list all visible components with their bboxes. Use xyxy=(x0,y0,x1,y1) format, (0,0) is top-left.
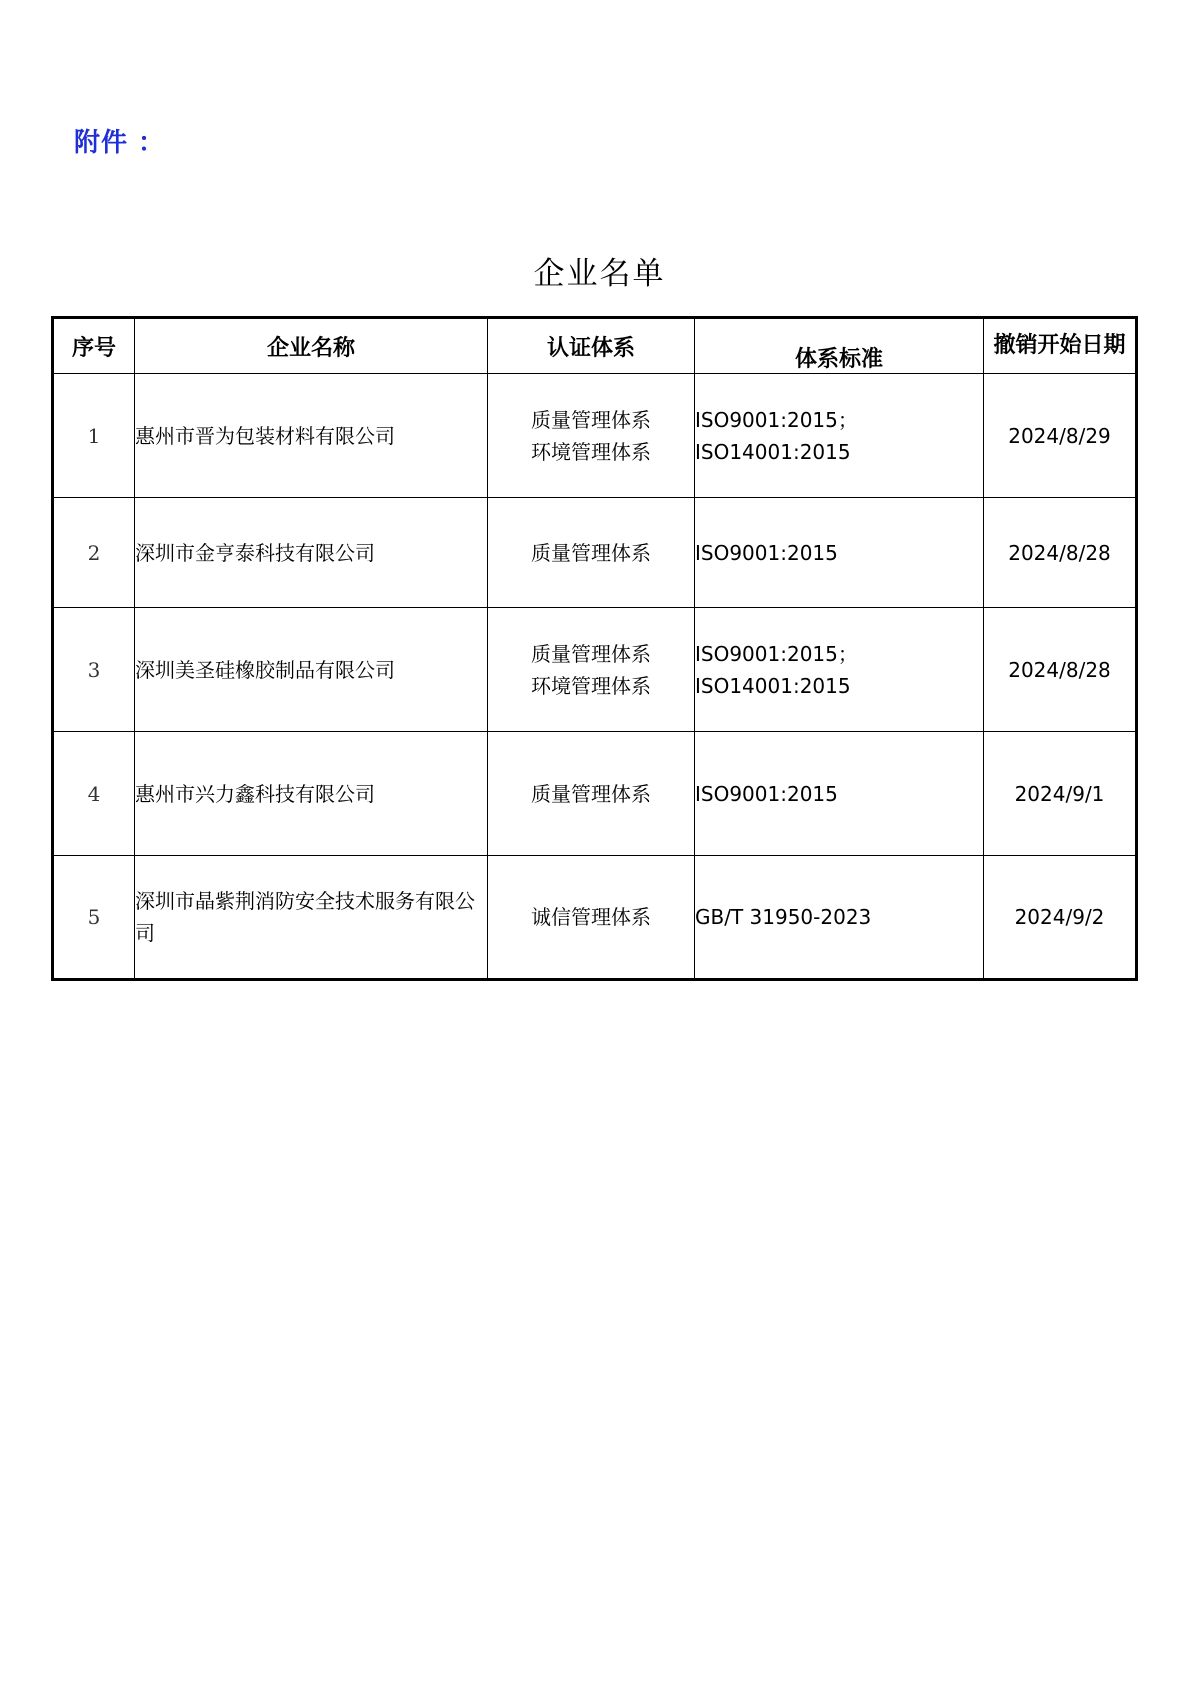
row-revoke-date: 2024/8/28 xyxy=(984,498,1137,608)
page-title: 企业名单 xyxy=(533,256,666,292)
row-company-name: 惠州市兴力鑫科技有限公司 xyxy=(135,732,488,856)
company-table xyxy=(51,316,1138,981)
cert-system-line: 环境管理体系 xyxy=(531,673,651,698)
table-row xyxy=(53,608,1137,732)
header-seq: 序号 xyxy=(53,318,135,374)
header-cert-system: 认证体系 xyxy=(488,318,695,374)
header-system-standard: 体系标准 xyxy=(695,318,984,374)
row-seq: 5 xyxy=(53,856,135,980)
table-row xyxy=(53,498,1137,608)
row-system-standard xyxy=(695,498,984,608)
row-cert-system xyxy=(488,856,695,980)
table-row xyxy=(53,732,1137,856)
row-cert-system xyxy=(488,608,695,732)
row-company-name: 深圳美圣硅橡胶制品有限公司 xyxy=(135,608,488,732)
row-seq: 1 xyxy=(53,374,135,498)
table-header-row xyxy=(53,318,1137,374)
row-cert-system xyxy=(488,732,695,856)
attachment-label: 附件 ： xyxy=(74,128,166,158)
cert-system-line: 质量管理体系 xyxy=(531,407,651,432)
standard-line: ISO9001:2015； xyxy=(695,641,858,666)
row-company-name: 深圳市晶紫荆消防安全技术服务有限公司 xyxy=(135,856,488,980)
row-system-standard xyxy=(695,374,984,498)
cert-system-line: 质量管理体系 xyxy=(531,781,651,806)
row-company-name: 惠州市晋为包装材料有限公司 xyxy=(135,374,488,498)
row-revoke-date: 2024/8/28 xyxy=(984,608,1137,732)
table-row xyxy=(53,856,1137,980)
standard-line: ISO9001:2015 xyxy=(695,540,838,565)
table-body xyxy=(53,374,1137,980)
row-seq: 4 xyxy=(53,732,135,856)
standard-line: ISO9001:2015 xyxy=(695,781,838,806)
row-company-name: 深圳市金亨泰科技有限公司 xyxy=(135,498,488,608)
row-revoke-date: 2024/9/1 xyxy=(984,732,1137,856)
cert-system-line: 诚信管理体系 xyxy=(531,905,651,929)
standard-line: ISO14001:2015 xyxy=(695,673,851,698)
cert-system-line: 环境管理体系 xyxy=(531,439,651,464)
standard-line: ISO14001:2015 xyxy=(695,439,851,464)
row-cert-system xyxy=(488,374,695,498)
row-seq: 2 xyxy=(53,498,135,608)
row-system-standard xyxy=(695,856,984,980)
standard-line: GB/T 31950-2023 xyxy=(695,905,872,929)
header-revoke-date: 撤销开始日期 xyxy=(984,318,1137,374)
row-revoke-date: 2024/9/2 xyxy=(984,856,1137,980)
row-seq: 3 xyxy=(53,608,135,732)
standard-line: ISO9001:2015； xyxy=(695,407,858,432)
row-cert-system xyxy=(488,498,695,608)
table-row xyxy=(53,374,1137,498)
row-system-standard xyxy=(695,608,984,732)
row-revoke-date: 2024/8/29 xyxy=(984,374,1137,498)
row-system-standard xyxy=(695,732,984,856)
cert-system-line: 质量管理体系 xyxy=(531,641,651,666)
cert-system-line: 质量管理体系 xyxy=(531,540,651,565)
header-company-name: 企业名称 xyxy=(135,318,488,374)
